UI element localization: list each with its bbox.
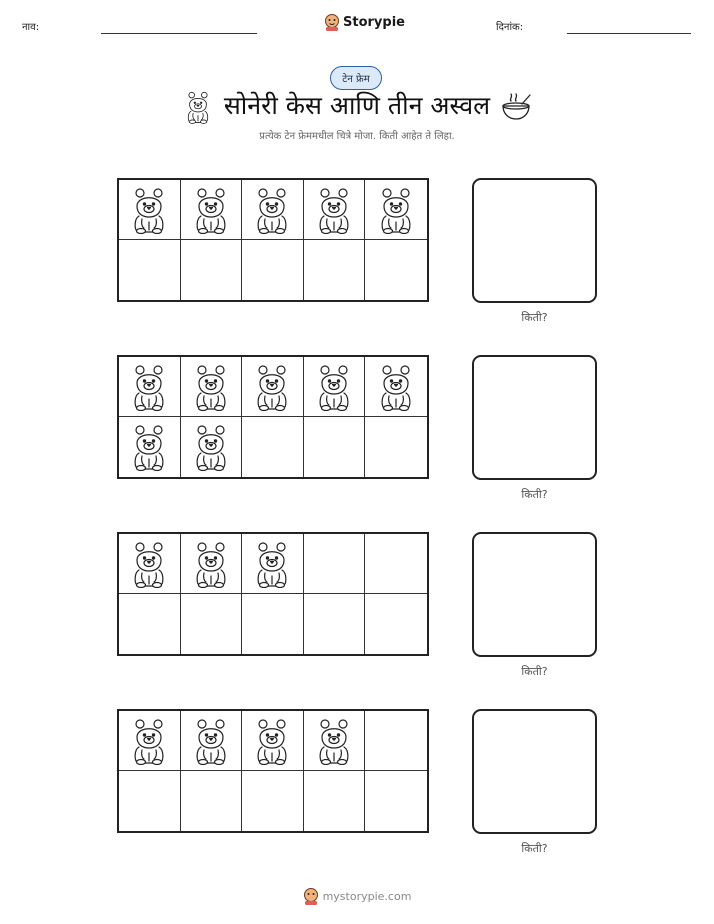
footer xyxy=(0,887,714,905)
bear-icon xyxy=(129,363,169,411)
bear-icon xyxy=(252,540,292,588)
bear-icon xyxy=(129,186,169,234)
ten-frame-cell xyxy=(304,534,366,594)
ten-frame-cell xyxy=(365,534,427,594)
date-label: दिनांक: xyxy=(496,22,524,33)
ten-frame-cell xyxy=(304,711,366,771)
answer-box[interactable] xyxy=(472,709,597,834)
ten-frame-cell xyxy=(304,594,366,654)
ten-frame-cell xyxy=(304,180,366,240)
ten-frame-cell xyxy=(365,417,427,477)
bear-icon xyxy=(376,363,416,411)
ten-frame xyxy=(117,178,429,302)
bear-icon xyxy=(252,186,292,234)
ten-frame-cell xyxy=(242,771,304,831)
ten-frame xyxy=(117,355,429,479)
ten-frame-cell xyxy=(119,711,181,771)
brand-name: Storypie xyxy=(343,14,405,30)
ten-frame-cell xyxy=(119,417,181,477)
ten-frame-cell xyxy=(365,357,427,417)
ten-frame-cell xyxy=(304,240,366,300)
ten-frame-cell xyxy=(304,357,366,417)
ten-frame-cell xyxy=(365,240,427,300)
ten-frame-cell xyxy=(119,771,181,831)
bear-icon xyxy=(191,423,231,471)
ten-frame-cell xyxy=(304,417,366,477)
ten-frame-cell xyxy=(181,711,243,771)
ten-frame-cell xyxy=(242,357,304,417)
ten-frame-cell xyxy=(365,180,427,240)
category-badge: टेन फ्रेम xyxy=(330,66,382,90)
ten-frame-cell xyxy=(181,240,243,300)
ten-frame-cell xyxy=(242,417,304,477)
bear-icon xyxy=(314,186,354,234)
ten-frame-cell xyxy=(181,534,243,594)
bear-icon xyxy=(314,717,354,765)
ten-frame-cell xyxy=(181,594,243,654)
brand xyxy=(324,13,405,31)
bear-icon xyxy=(129,717,169,765)
bear-icon xyxy=(129,540,169,588)
answer-box[interactable] xyxy=(472,355,597,480)
answer-box[interactable] xyxy=(472,532,597,657)
bear-icon xyxy=(191,540,231,588)
ten-frame-cell xyxy=(181,357,243,417)
ten-frame-cell xyxy=(242,711,304,771)
how-many-label: किती? xyxy=(521,311,548,324)
ten-frame-cell xyxy=(181,180,243,240)
answer-box[interactable] xyxy=(472,178,597,303)
ten-frame-cell xyxy=(181,417,243,477)
ten-frame-cell xyxy=(119,240,181,300)
ten-frame-cell xyxy=(119,534,181,594)
ten-frame-cell xyxy=(242,180,304,240)
page-title: सोनेरी केस आणि तीन अस्वल xyxy=(223,91,491,120)
ten-frame-cell xyxy=(181,771,243,831)
ten-frame-cell xyxy=(119,180,181,240)
ten-frame xyxy=(117,709,429,833)
ten-frame-cell xyxy=(365,594,427,654)
bear-icon xyxy=(314,363,354,411)
name-line[interactable] xyxy=(101,33,257,34)
how-many-label: किती? xyxy=(521,488,548,501)
bear-icon xyxy=(191,717,231,765)
storypie-logo-icon xyxy=(303,887,319,905)
porridge-bowl-icon xyxy=(500,92,532,122)
ten-frame-cell xyxy=(242,534,304,594)
bear-icon xyxy=(191,186,231,234)
how-many-label: किती? xyxy=(521,665,548,678)
ten-frame-cell xyxy=(119,357,181,417)
bear-icon xyxy=(252,363,292,411)
ten-frame-cell xyxy=(304,771,366,831)
ten-frame-cell xyxy=(242,594,304,654)
how-many-label: किती? xyxy=(521,842,548,855)
ten-frame-cell xyxy=(365,771,427,831)
date-line[interactable] xyxy=(567,33,691,34)
bear-icon xyxy=(252,717,292,765)
bear-icon xyxy=(129,423,169,471)
footer-url[interactable]: mystorypie.com xyxy=(322,889,412,903)
ten-frame-cell xyxy=(242,240,304,300)
storypie-logo-icon xyxy=(324,13,340,31)
instructions: प्रत्येक टेन फ्रेममधील चित्रे मोजा. किती आहेत ते लिहा. xyxy=(259,131,455,142)
ten-frame-cell xyxy=(119,594,181,654)
ten-frame xyxy=(117,532,429,656)
bear-icon xyxy=(191,363,231,411)
bear-icon xyxy=(376,186,416,234)
ten-frame-cell xyxy=(365,711,427,771)
name-label: नाव: xyxy=(22,22,40,33)
